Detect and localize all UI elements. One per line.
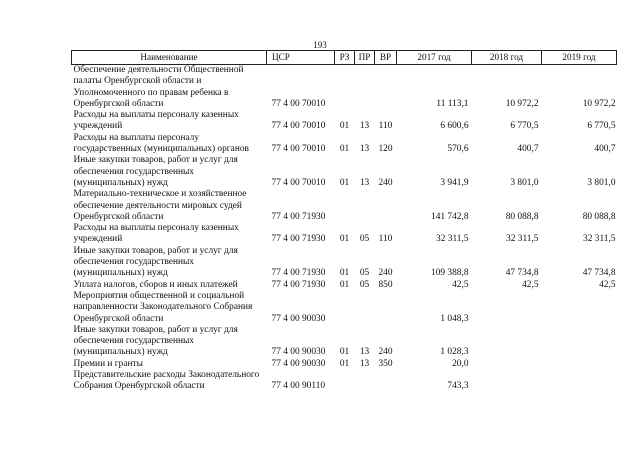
row-value-2017: 6 600,6 — [440, 121, 469, 132]
row-value-2019 — [542, 370, 617, 393]
row-csr: 77 4 00 90030 — [271, 358, 326, 369]
row-value-2018: 42,5 — [522, 279, 539, 290]
row-rz: 01 — [339, 268, 350, 279]
table-row — [72, 110, 617, 133]
row-pr: 05 — [359, 234, 370, 245]
row-name: Иные закупки товаров, работ и услуг для обеспечения государственных (муниципальных) нужд — [73, 155, 238, 188]
row-rz: 01 — [339, 358, 350, 369]
row-pr — [355, 370, 375, 393]
row-vr — [375, 291, 397, 325]
row-pr — [355, 291, 375, 325]
row-vr: 110 — [378, 121, 393, 132]
row-csr: 77 4 00 70010 — [271, 177, 326, 188]
row-value-2017: 3 941,9 — [440, 177, 469, 188]
row-value-2018: 3 801,0 — [510, 177, 539, 188]
row-vr: 350 — [378, 358, 393, 369]
row-name: Премии и гранты — [73, 358, 143, 369]
row-csr: 77 4 00 71930 — [271, 268, 326, 279]
table-row — [72, 155, 617, 189]
row-value-2017: 42,5 — [452, 279, 469, 290]
row-csr: 77 4 00 70010 — [271, 98, 326, 109]
row-csr: 77 4 00 71930 — [271, 211, 326, 222]
row-pr: 13 — [359, 358, 370, 369]
row-rz: 01 — [339, 279, 350, 290]
row-pr: 05 — [359, 279, 370, 290]
row-value-2018: 80 088,8 — [505, 211, 539, 222]
row-value-2018: 400,7 — [517, 144, 539, 155]
row-pr: 13 — [359, 347, 370, 358]
header-pr: ПР — [355, 51, 375, 65]
row-pr: 05 — [359, 268, 370, 279]
row-value-2018 — [472, 370, 542, 393]
header-rz: РЗ — [335, 51, 355, 65]
row-name: Иные закупки товаров, работ и услуг для обеспечения государственных (муниципальных) нужд — [73, 324, 238, 358]
table-row — [72, 280, 617, 291]
row-pr: 13 — [359, 121, 370, 132]
row-value-2019: 10 972,2 — [582, 98, 616, 109]
row-rz — [335, 189, 355, 223]
row-value-2019 — [542, 291, 617, 325]
row-csr: 77 4 00 90110 — [271, 381, 326, 392]
row-csr: 77 4 00 90030 — [271, 347, 326, 358]
row-value-2019 — [542, 359, 617, 370]
row-name: Мероприятия общественной и социальной направленности Законодательного Собрания Оренбургской области — [73, 290, 253, 324]
row-rz: 01 — [339, 347, 350, 358]
row-rz — [335, 370, 355, 393]
row-name: Расходы на выплаты персоналу казенных учреждений — [73, 110, 239, 132]
row-value-2017: 11 113,1 — [436, 98, 469, 109]
row-rz: 01 — [339, 144, 350, 155]
row-csr: 77 4 00 71930 — [271, 234, 326, 245]
row-vr: 240 — [378, 347, 393, 358]
row-vr: 850 — [378, 279, 393, 290]
budget-table — [71, 50, 617, 393]
row-vr — [375, 189, 397, 223]
row-name: Расходы на выплаты персоналу государственных (муниципальных) органов — [73, 132, 249, 155]
row-value-2019: 6 770,5 — [587, 121, 616, 132]
row-value-2017: 1 048,3 — [440, 313, 469, 324]
row-value-2018: 47 734,8 — [505, 268, 539, 279]
row-vr: 120 — [378, 144, 393, 155]
header-2018: 2018 год — [472, 51, 542, 65]
row-value-2019 — [542, 325, 617, 359]
row-value-2019: 3 801,0 — [587, 177, 616, 188]
header-csr: ЦСР — [267, 51, 335, 65]
table-row — [72, 246, 617, 280]
header-2017: 2017 год — [397, 51, 472, 65]
row-value-2018 — [472, 291, 542, 325]
row-vr: 110 — [378, 234, 393, 245]
table-body — [72, 65, 617, 393]
row-value-2017: 1 028,3 — [440, 347, 469, 358]
table-row — [72, 223, 617, 246]
row-csr: 77 4 00 90030 — [271, 313, 326, 324]
row-value-2018 — [472, 359, 542, 370]
table-row — [72, 65, 617, 111]
row-pr: 13 — [359, 144, 370, 155]
row-csr: 77 4 00 70010 — [271, 121, 326, 132]
row-csr: 77 4 00 71930 — [271, 279, 326, 290]
row-value-2019: 47 734,8 — [582, 268, 616, 279]
row-value-2018: 32 311,5 — [506, 234, 539, 245]
row-value-2017: 743,3 — [447, 381, 469, 392]
row-rz — [335, 65, 355, 111]
row-name: Расходы на выплаты персоналу казенных учреждений — [73, 223, 239, 245]
row-value-2017: 109 388,8 — [431, 268, 469, 279]
row-value-2017: 32 311,5 — [436, 234, 469, 245]
row-name: Иные закупки товаров, работ и услуг для обеспечения государственных (муниципальных) нужд — [73, 245, 238, 279]
table-row — [72, 370, 617, 393]
row-rz: 01 — [339, 234, 350, 245]
row-value-2019: 80 088,8 — [582, 211, 616, 222]
row-pr — [355, 189, 375, 223]
row-value-2019: 32 311,5 — [583, 234, 616, 245]
row-value-2017: 20,0 — [452, 358, 469, 369]
row-value-2018: 10 972,2 — [505, 98, 539, 109]
table-row — [72, 133, 617, 156]
row-value-2019: 400,7 — [594, 144, 616, 155]
row-vr: 240 — [378, 177, 393, 188]
row-value-2019: 42,5 — [599, 279, 616, 290]
row-vr — [375, 65, 397, 111]
header-2019: 2019 год — [542, 51, 617, 65]
header-vr: ВР — [375, 51, 397, 65]
header-name: Наименование — [72, 51, 267, 65]
row-value-2018: 6 770,5 — [510, 121, 539, 132]
table-row — [72, 189, 617, 223]
row-rz — [335, 291, 355, 325]
row-value-2018 — [472, 325, 542, 359]
table-row — [72, 359, 617, 370]
table-header-row — [72, 51, 617, 65]
row-name: Материально-техническое и хозяйственное обеспечение деятельности мировых судей Оренбургской области — [73, 189, 247, 222]
row-name: Обеспечение деятельности Общественной палаты Оренбургской области и Уполномоченного по правам ребенка в Оренбургской области — [73, 65, 244, 109]
row-name: Представительские расходы Законодательного Собрания Оренбургской области — [73, 370, 260, 392]
row-pr — [355, 65, 375, 111]
row-pr: 13 — [359, 177, 370, 188]
row-rz: 01 — [339, 121, 350, 132]
table-row — [72, 291, 617, 325]
row-vr — [375, 370, 397, 393]
table-row — [72, 325, 617, 359]
page-number: 193 — [313, 40, 327, 50]
row-name: Уплата налогов, сборов и иных платежей — [73, 279, 238, 290]
row-value-2017: 570,6 — [447, 144, 469, 155]
row-rz: 01 — [339, 177, 350, 188]
row-vr: 240 — [378, 268, 393, 279]
row-value-2017: 141 742,8 — [431, 211, 469, 222]
row-csr: 77 4 00 70010 — [271, 144, 326, 155]
